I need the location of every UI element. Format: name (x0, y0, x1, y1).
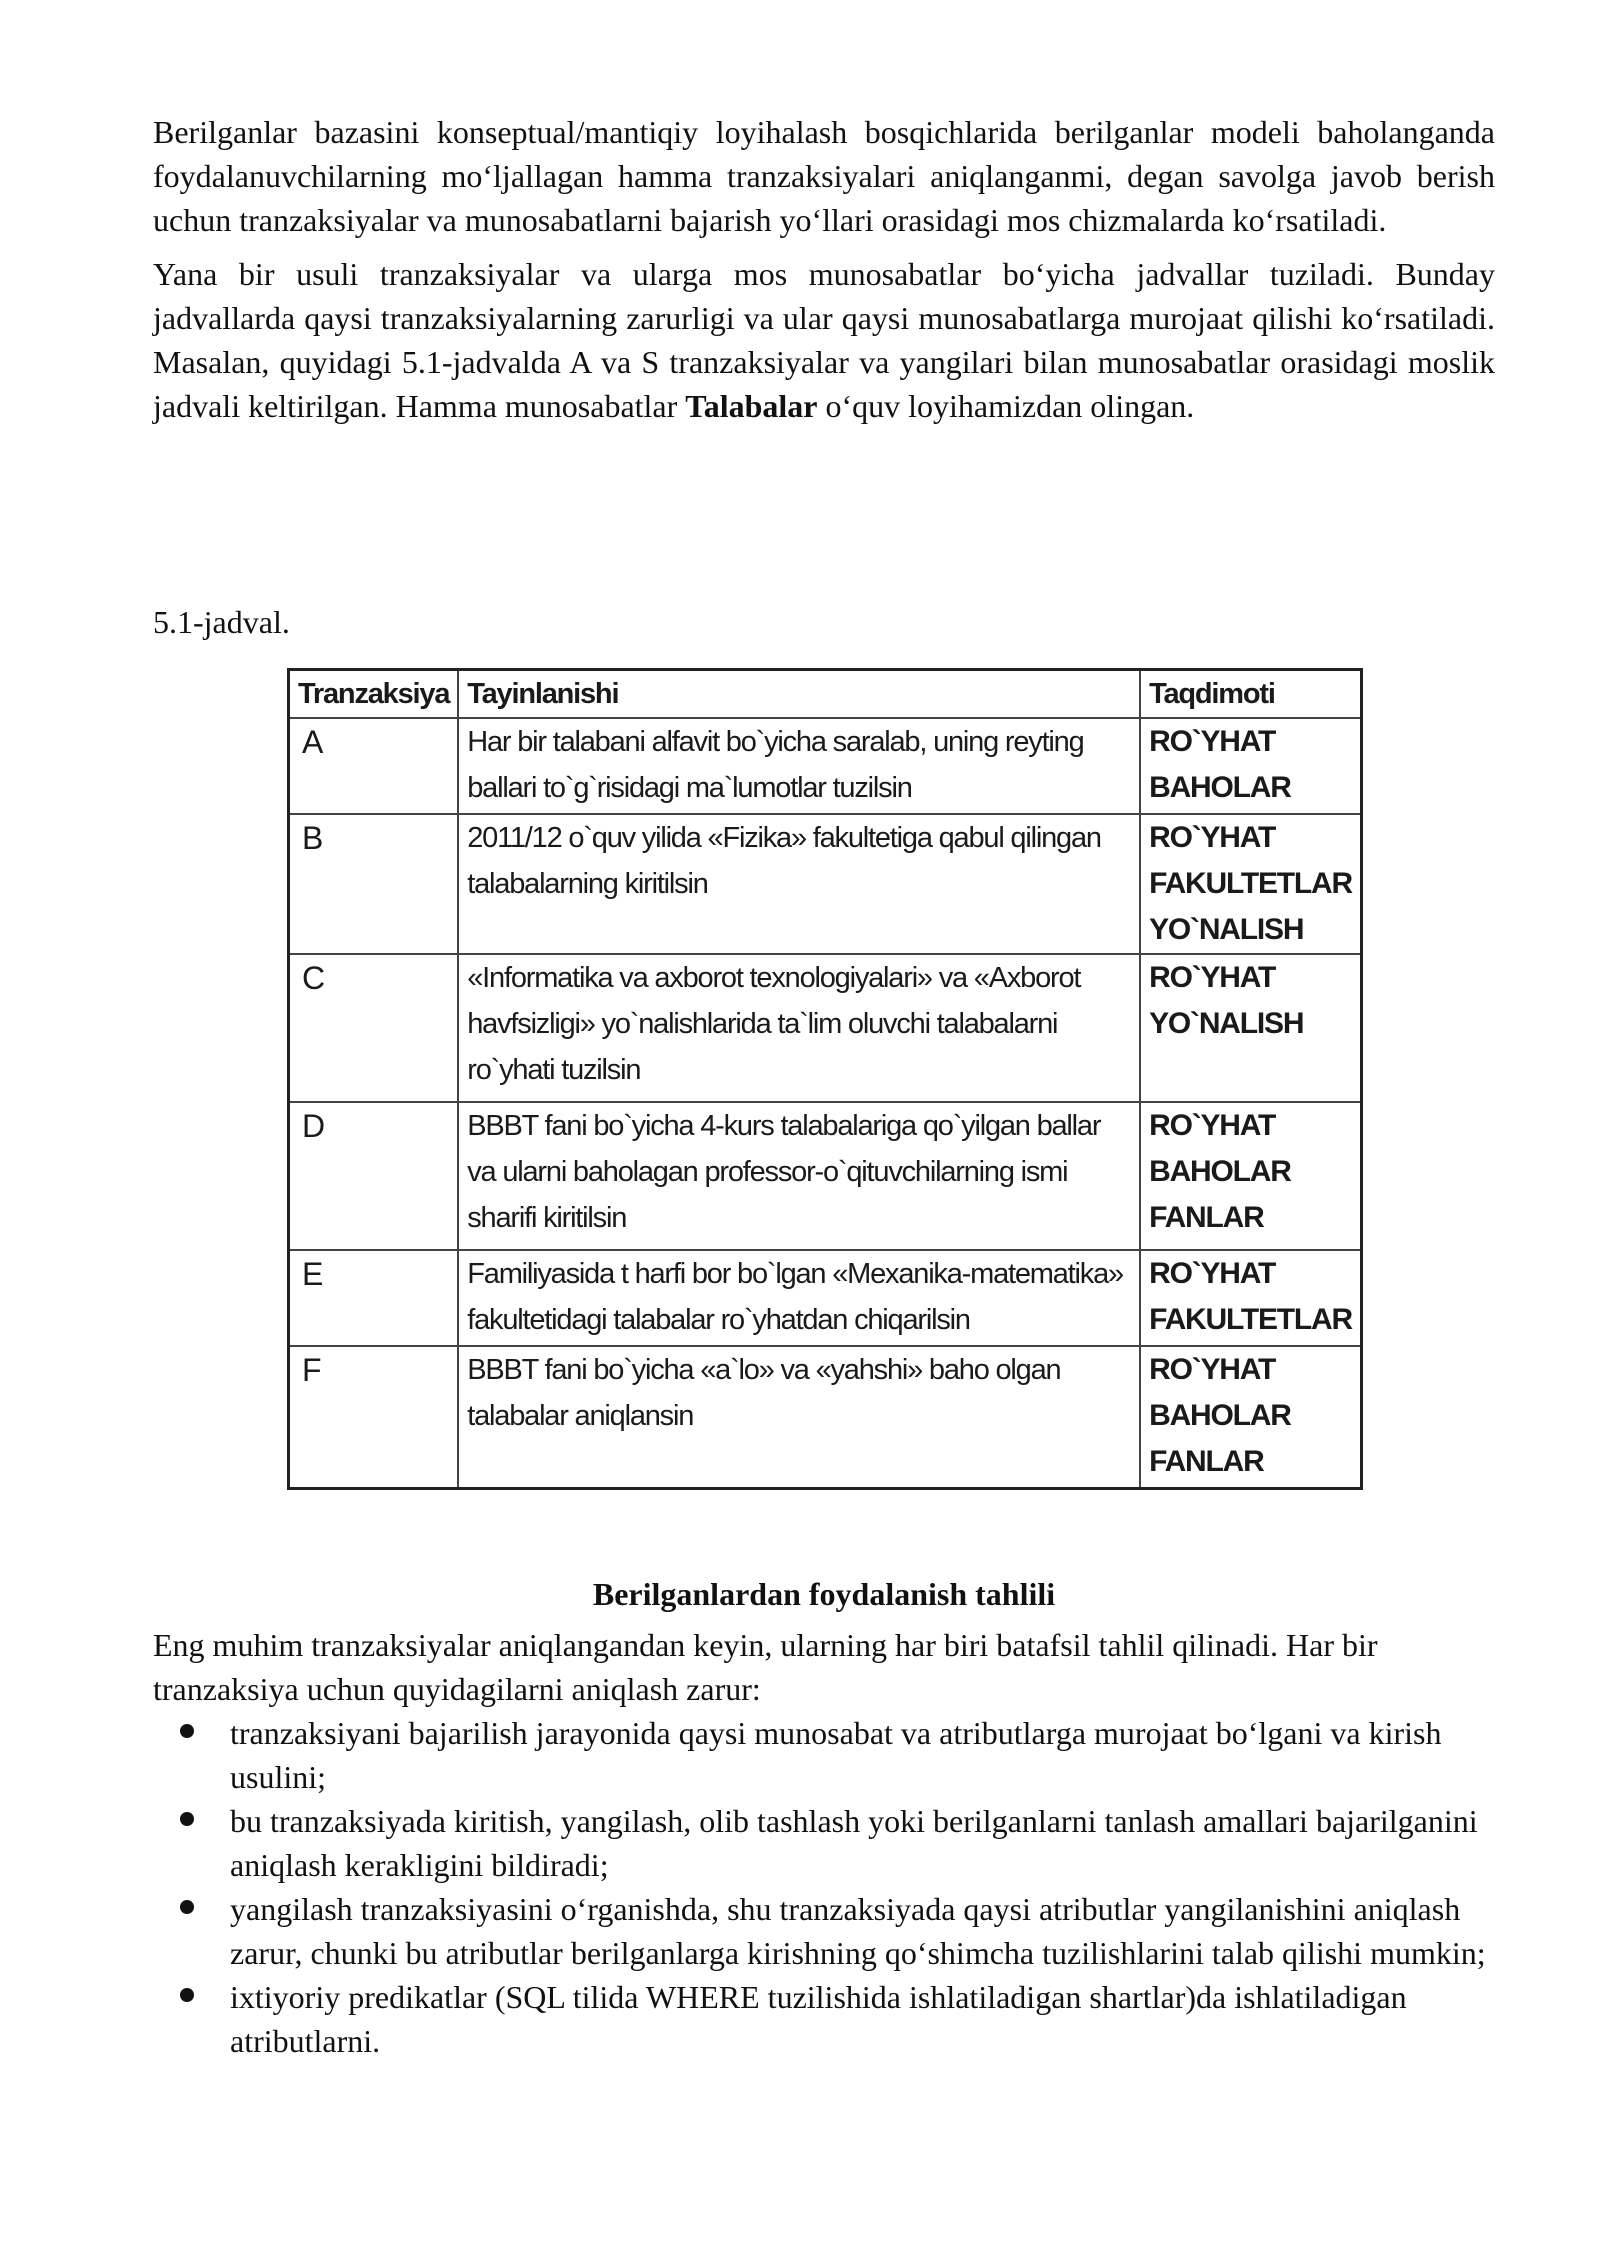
row-views (1140, 814, 1361, 954)
table-caption: 5.1-jadval. (153, 604, 290, 640)
row-code: D (289, 1102, 459, 1250)
row-view-item: RO`YHAT (1149, 1257, 1276, 1290)
row-code: B (289, 814, 459, 954)
row-views (1140, 954, 1361, 1102)
row-view-item: FAKULTETLAR (1149, 867, 1352, 900)
table-row (289, 1346, 1362, 1489)
intro-paragraph-2-bold: Talabalar (685, 388, 818, 424)
row-view-item: BAHOLAR (1149, 771, 1291, 804)
header-transaction: Tranzaksiya (289, 670, 459, 719)
row-view-item: YO`NALISH (1149, 1007, 1304, 1040)
header-view: Taqdimoti (1140, 670, 1361, 719)
table-row (289, 954, 1362, 1102)
table-header-row (289, 670, 1362, 719)
intro-paragraph-2 (153, 252, 1495, 428)
row-views (1140, 1346, 1361, 1489)
row-code: A (289, 718, 459, 814)
analysis-bullet-list (153, 1711, 1495, 2063)
intro-section (153, 110, 1495, 438)
intro-paragraph-2-end: o‘quv loyihamizdan olingan. (825, 388, 1195, 424)
section-title: Berilganlardan foydalanish tahlili (592, 1576, 1056, 1612)
row-purpose: Familiyasida t harfi bor bo`lgan «Mexanika-matematika» fakultetidagi talabalar ro`yhatdan chiqarilsin (458, 1250, 1140, 1346)
row-view-item: RO`YHAT (1149, 725, 1276, 758)
row-view-item: BAHOLAR (1149, 1155, 1291, 1188)
table-row (289, 718, 1362, 814)
row-code: C (289, 954, 459, 1102)
row-code: E (289, 1250, 459, 1346)
transactions-table-wrap (287, 668, 1363, 1490)
row-views (1140, 1250, 1361, 1346)
row-purpose: 2011/12 o`quv yilida «Fizika» fakultetiga qabul qilingan talabalarning kiritilsin (458, 814, 1140, 954)
bullet-dot-icon (180, 1900, 194, 1914)
row-purpose: BBBT fani bo`yicha «a`lo» va «yahshi» baho olgan talabalar aniqlansin (458, 1346, 1140, 1489)
row-code: F (289, 1346, 459, 1489)
row-purpose: BBBT fani bo`yicha 4-kurs talabalariga qo`yilgan ballar va ularni baholagan professor-o`qituvchilarning ismi sharifi kiritilsin (458, 1102, 1140, 1250)
row-view-item: FAKULTETLAR (1149, 1303, 1352, 1336)
list-item (153, 1975, 1495, 2063)
analysis-section (153, 1623, 1495, 2063)
row-views (1140, 718, 1361, 814)
list-item-text: tranzaksiyani bajarilish jarayonida qaysi munosabat va atributlarga murojaat bo‘lgani va kirish usulini; (230, 1715, 1442, 1795)
table-row (289, 814, 1362, 954)
transactions-table (287, 668, 1363, 1490)
bullet-dot-icon (180, 1812, 194, 1826)
row-purpose: Har bir talabani alfavit bo`yicha saralab, uning reyting ballari to`g`risidagi ma`lumotlar tuzilsin (458, 718, 1140, 814)
intro-paragraph-2-text: Yana bir usuli tranzaksiyalar va ularga mos munosabatlar bo‘yicha jadvallar tuziladi. Bunday jadvallarda qaysi tranzaksiyalarning zarurligi va ular qaysi munosabatlarga murojaat qilishi ko‘rsatiladi. Masalan, quyidagi 5.1-jadvalda A va S tranzaksiyalar va yangilari bilan munosabatlar orasidagi moslik jadvali keltirilgan. Hamma munosabatlar (153, 256, 1495, 424)
row-view-item: RO`YHAT (1149, 1353, 1276, 1386)
list-item-text: yangilash tranzaksiyasini o‘rganishda, shu tranzaksiyada qaysi atributlar yangilanishini aniqlash zarur, chunki bu atributlar berilganlarga kirishning qo‘shimcha tuzilishlarini talab qilishi mumkin; (230, 1891, 1486, 1971)
list-item (153, 1711, 1495, 1799)
analysis-intro: Eng muhim tranzaksiyalar aniqlangandan keyin, ularning har biri batafsil tahlil qilinadi. Har bir tranzaksiya uchun quyidagilarni aniqlash zarur: (153, 1627, 1378, 1707)
row-view-item: RO`YHAT (1149, 1109, 1276, 1142)
row-view-item: FANLAR (1149, 1201, 1264, 1234)
list-item-text: ixtiyoriy predikatlar (SQL tilida WHERE tuzilishida ishlatiladigan shartlar)da ishlatiladigan atributlarni. (230, 1979, 1407, 2059)
table-row (289, 1102, 1362, 1250)
list-item (153, 1887, 1495, 1975)
bullet-dot-icon (180, 1724, 194, 1738)
row-view-item: FANLAR (1149, 1445, 1264, 1478)
row-view-item: YO`NALISH (1149, 913, 1304, 946)
bullet-dot-icon (180, 1988, 194, 2002)
list-item (153, 1799, 1495, 1887)
header-purpose: Tayinlanishi (458, 670, 1140, 719)
row-view-item: RO`YHAT (1149, 821, 1276, 854)
intro-paragraph-1: Berilganlar bazasini konseptual/mantiqiy loyihalash bosqichlarida berilganlar modeli baholanganda foydalanuvchilarning mo‘ljallagan hamma tranzaksiyalari aniqlanganmi, degan savolga javob berish uchun tranzaksiyalar va munosabatlarni bajarish yo‘llari orasidagi mos chizmalarda ko‘rsatiladi. (153, 114, 1495, 238)
row-view-item: RO`YHAT (1149, 961, 1276, 994)
row-purpose: «Informatika va axborot texnologiyalari» va «Axborot havfsizligi» yo`nalishlarida ta`lim oluvchi talabalarni ro`yhati tuzilsin (458, 954, 1140, 1102)
table-row (289, 1250, 1362, 1346)
row-view-item: BAHOLAR (1149, 1399, 1291, 1432)
list-item-text: bu tranzaksiyada kiritish, yangilash, olib tashlash yoki berilganlarni tanlash amallari bajarilganini aniqlash kerakligini bildiradi; (230, 1803, 1478, 1883)
row-views (1140, 1102, 1361, 1250)
